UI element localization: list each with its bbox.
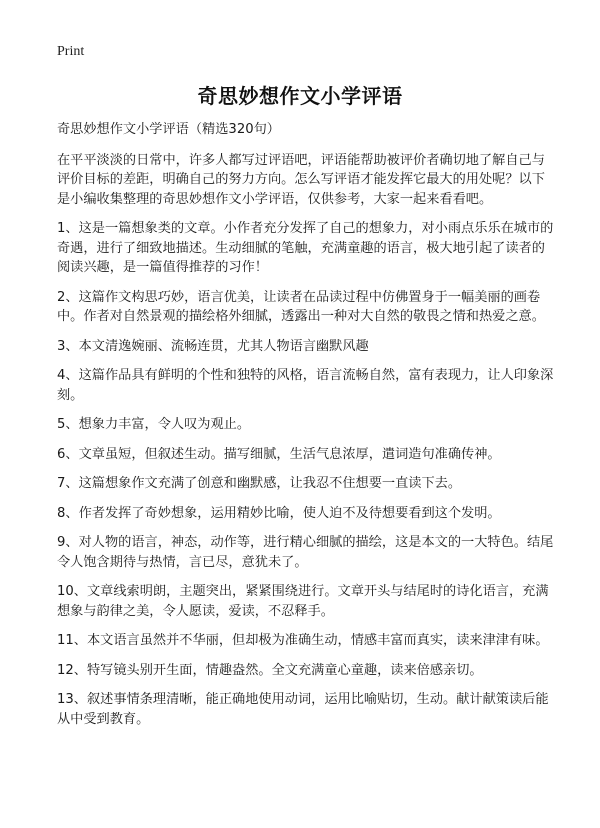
comment-item-1: 1、这是一篇想象类的文章。小作者充分发挥了自己的想象力，对小雨点乐乐在城市的奇遇，进行了细致地描述。生动细腻的笔触，充满童趣的语言，极大地引起了读者的阅读兴趣，是一篇值得推荐的习作！ <box>57 221 554 275</box>
comment-item-9: 9、对人物的语言，神态，动作等，进行精心细腻的描绘，这是本文的一大特色。结尾令人饱含期待与热情，言已尽，意犹未了。 <box>57 535 554 570</box>
article-body <box>57 120 555 739</box>
article-intro: 在平平淡淡的日常中，许多人都写过评语吧，评语能帮助被评价者确切地了解自己与评价目标的差距，明确自己的努力方向。怎么写评语才能发挥它最大的用处呢？以下是小编收集整理的奇思妙想作文小学评语，仅供参考，大家一起来看看吧。 <box>57 152 545 207</box>
comment-item-7: 7、这篇想象作文充满了创意和幽默感，让我忍不住想要一直读下去。 <box>57 476 462 491</box>
comment-item-2: 2、这篇作文构思巧妙，语言优美，让读者在品读过程中仿佛置身于一幅美丽的画卷中。作者对自然景观的描绘格外细腻，透露出一种对大自然的敬畏之情和热爱之意。 <box>57 289 545 324</box>
page-title: 奇思妙想作文小学评语 <box>197 84 403 108</box>
comment-item-4: 4、这篇作品具有鲜明的个性和独特的风格，语言流畅自然，富有表现力，让人印象深刻。 <box>57 368 554 403</box>
print-link[interactable]: Print <box>57 44 85 59</box>
comment-item-12: 12、特写镜头别开生面，情趣盎然。全文充满童心童趣，读来倍感亲切。 <box>57 662 483 678</box>
comment-item-13: 13、叙述事情条理清晰，能正确地使用动词，运用比喻贴切，生动。献计献策读后能从中受到教育。 <box>57 692 549 727</box>
comment-item-8: 8、作者发挥了奇妙想象，运用精妙比喻，使人迫不及待想要看到这个发明。 <box>57 505 501 521</box>
article-subtitle: 奇思妙想作文小学评语（精选320句） <box>57 122 280 137</box>
comment-item-5: 5、想象力丰富，令人叹为观止。 <box>57 417 251 432</box>
comment-item-6: 6、文章虽短，但叙述生动。描写细腻，生活气息浓厚，遣词造句准确传神。 <box>57 446 501 462</box>
comment-item-11: 11、本文语言虽然并不华丽，但却极为准确生动，情感丰富而真实，读来津津有味。 <box>57 633 549 648</box>
comment-item-3: 3、本文清逸婉丽、流畅连贯，尤其人物语言幽默风趣 <box>57 338 369 354</box>
comment-item-10: 10、文章线索明朗，主题突出，紧紧围绕进行。文章开头与结尾时的诗化语言，充满想象与韵律之美，令人愿读，爱读，不忍释手。 <box>57 584 549 619</box>
